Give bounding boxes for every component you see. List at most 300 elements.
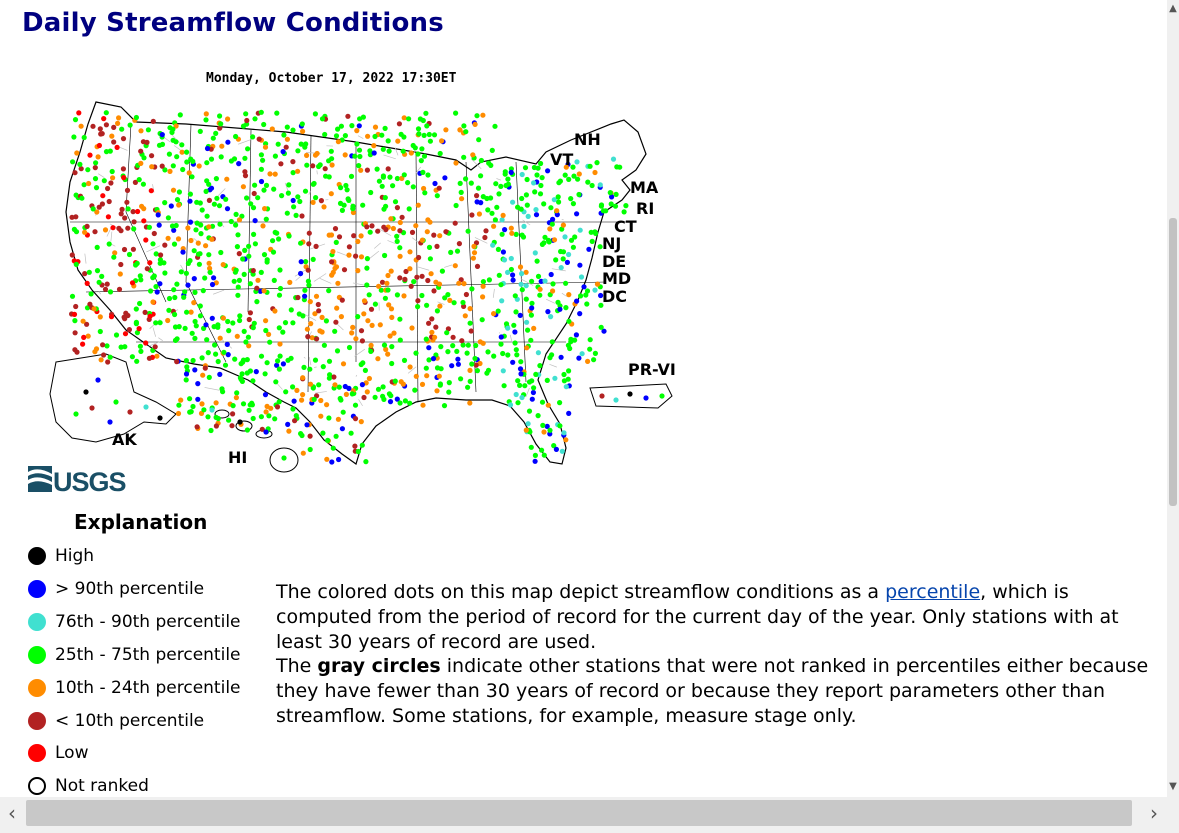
station-dot[interactable] — [531, 180, 536, 185]
station-dot[interactable] — [169, 203, 174, 208]
station-dot[interactable] — [420, 382, 425, 387]
station-dot[interactable] — [378, 322, 383, 327]
station-dot[interactable] — [298, 271, 303, 276]
station-dot[interactable] — [566, 252, 571, 257]
station-dot[interactable] — [230, 320, 235, 325]
station-dot[interactable] — [549, 272, 554, 277]
station-dot[interactable] — [308, 321, 313, 326]
station-dot[interactable] — [419, 158, 424, 163]
station-dot[interactable] — [369, 223, 374, 228]
station-dot[interactable] — [500, 232, 505, 237]
station-dot[interactable] — [370, 323, 375, 328]
station-dot[interactable] — [329, 259, 334, 264]
station-dot[interactable] — [532, 165, 537, 170]
station-dot[interactable] — [387, 175, 392, 180]
station-dot[interactable] — [393, 199, 398, 204]
station-dot[interactable] — [149, 153, 154, 158]
station-dot[interactable] — [361, 311, 366, 316]
station-dot[interactable] — [86, 334, 91, 339]
station-dot[interactable] — [475, 368, 480, 373]
station-dot[interactable] — [453, 221, 458, 226]
station-dot[interactable] — [93, 176, 98, 181]
station-dot[interactable] — [500, 217, 505, 222]
station-dot[interactable] — [547, 428, 552, 433]
station-dot[interactable] — [548, 314, 553, 319]
station-dot[interactable] — [540, 400, 545, 405]
station-dot[interactable] — [166, 215, 171, 220]
station-dot[interactable] — [192, 248, 197, 253]
station-dot[interactable] — [518, 359, 523, 364]
station-dot[interactable] — [320, 431, 325, 436]
station-dot[interactable] — [437, 304, 442, 309]
station-dot[interactable] — [325, 438, 330, 443]
station-dot[interactable] — [355, 239, 360, 244]
station-dot[interactable] — [225, 116, 230, 121]
station-dot[interactable] — [92, 306, 97, 311]
station-dot[interactable] — [412, 388, 417, 393]
station-dot[interactable] — [235, 244, 240, 249]
station-dot[interactable] — [456, 362, 461, 367]
station-dot[interactable] — [383, 296, 388, 301]
station-dot[interactable] — [95, 245, 100, 250]
station-dot[interactable] — [518, 313, 523, 318]
station-dot[interactable] — [561, 249, 566, 254]
station-dot[interactable] — [166, 236, 171, 241]
station-dot[interactable] — [205, 214, 210, 219]
station-dot[interactable] — [510, 272, 515, 277]
station-dot[interactable] — [112, 250, 117, 255]
station-dot[interactable] — [304, 153, 309, 158]
station-dot[interactable] — [249, 401, 254, 406]
station-dot[interactable] — [571, 245, 576, 250]
station-dot[interactable] — [480, 317, 485, 322]
station-dot[interactable] — [93, 160, 98, 165]
station-dot[interactable] — [137, 326, 142, 331]
station-dot[interactable] — [338, 185, 343, 190]
station-dot[interactable] — [617, 165, 622, 170]
station-dot[interactable] — [243, 111, 248, 116]
station-dot[interactable] — [556, 180, 561, 185]
station-dot[interactable] — [180, 250, 185, 255]
station-dot[interactable] — [196, 252, 201, 257]
station-dot[interactable] — [134, 306, 139, 311]
station-dot[interactable] — [490, 243, 495, 248]
station-dot[interactable] — [251, 232, 256, 237]
station-dot[interactable] — [275, 404, 280, 409]
station-dot[interactable] — [73, 117, 78, 122]
station-dot[interactable] — [85, 224, 90, 229]
station-dot[interactable] — [533, 453, 538, 458]
station-dot[interactable] — [327, 376, 332, 381]
station-dot[interactable] — [108, 289, 113, 294]
station-dot[interactable] — [537, 293, 542, 298]
station-dot[interactable] — [330, 162, 335, 167]
station-dot[interactable] — [496, 191, 501, 196]
station-dot[interactable] — [533, 459, 538, 464]
station-dot[interactable] — [469, 328, 474, 333]
station-dot[interactable] — [577, 263, 582, 268]
station-dot[interactable] — [329, 459, 334, 464]
station-dot[interactable] — [594, 160, 599, 165]
station-dot[interactable] — [426, 321, 431, 326]
station-dot[interactable] — [192, 290, 197, 295]
station-dot[interactable] — [299, 213, 304, 218]
station-dot[interactable] — [254, 299, 259, 304]
station-dot[interactable] — [110, 225, 115, 230]
station-dot[interactable] — [204, 111, 209, 116]
station-dot[interactable] — [285, 137, 290, 142]
station-dot[interactable] — [290, 128, 295, 133]
station-dot[interactable] — [230, 411, 235, 416]
station-dot[interactable] — [291, 204, 296, 209]
station-dot[interactable] — [350, 391, 355, 396]
station-dot[interactable] — [148, 288, 153, 293]
station-dot[interactable] — [291, 198, 296, 203]
station-dot[interactable] — [395, 205, 400, 210]
station-dot[interactable] — [192, 276, 197, 281]
station-dot[interactable] — [425, 229, 430, 234]
station-dot[interactable] — [470, 152, 475, 157]
station-dot[interactable] — [242, 169, 247, 174]
station-dot[interactable] — [195, 381, 200, 386]
station-dot[interactable] — [96, 154, 101, 159]
station-dot[interactable] — [385, 287, 390, 292]
station-dot[interactable] — [172, 295, 177, 300]
station-dot[interactable] — [131, 209, 136, 214]
station-dot[interactable] — [540, 423, 545, 428]
station-dot[interactable] — [386, 138, 391, 143]
station-dot[interactable] — [225, 342, 230, 347]
station-dot[interactable] — [193, 227, 198, 232]
station-dot[interactable] — [82, 135, 87, 140]
station-dot[interactable] — [523, 165, 528, 170]
station-dot[interactable] — [153, 284, 158, 289]
station-dot[interactable] — [294, 413, 299, 418]
station-dot[interactable] — [270, 126, 275, 131]
station-dot[interactable] — [111, 125, 116, 130]
station-dot[interactable] — [577, 311, 582, 316]
station-dot[interactable] — [560, 449, 565, 454]
station-dot[interactable] — [556, 194, 561, 199]
station-dot[interactable] — [277, 399, 282, 404]
station-dot[interactable] — [246, 254, 251, 259]
station-dot[interactable] — [210, 282, 215, 287]
station-dot[interactable] — [263, 318, 268, 323]
station-dot[interactable] — [299, 398, 304, 403]
station-dot[interactable] — [241, 184, 246, 189]
station-dot[interactable] — [622, 209, 627, 214]
station-dot[interactable] — [99, 357, 104, 362]
station-dot[interactable] — [357, 154, 362, 159]
station-dot[interactable] — [499, 334, 504, 339]
station-dot[interactable] — [93, 165, 98, 170]
station-dot[interactable] — [308, 382, 313, 387]
station-dot[interactable] — [245, 146, 250, 151]
station-dot[interactable] — [189, 310, 194, 315]
station-dot[interactable] — [408, 364, 413, 369]
station-dot[interactable] — [391, 226, 396, 231]
station-dot[interactable] — [409, 150, 414, 155]
station-dot[interactable] — [595, 282, 600, 287]
station-dot[interactable] — [301, 451, 306, 456]
station-dot[interactable] — [502, 257, 507, 262]
station-dot[interactable] — [236, 161, 241, 166]
station-dot[interactable] — [177, 324, 182, 329]
station-dot[interactable] — [581, 284, 586, 289]
station-dot[interactable] — [501, 368, 506, 373]
station-dot[interactable] — [110, 169, 115, 174]
station-dot[interactable] — [206, 252, 211, 257]
station-dot[interactable] — [397, 228, 402, 233]
station-dot[interactable] — [547, 226, 552, 231]
station-dot[interactable] — [438, 151, 443, 156]
station-dot[interactable] — [295, 194, 300, 199]
station-dot[interactable] — [108, 180, 113, 185]
station-dot[interactable] — [178, 398, 183, 403]
station-dot[interactable] — [299, 259, 304, 264]
station-dot[interactable] — [188, 192, 193, 197]
station-dot[interactable] — [427, 132, 432, 137]
station-dot[interactable] — [485, 349, 490, 354]
station-dot[interactable] — [185, 283, 190, 288]
station-dot[interactable] — [411, 184, 416, 189]
station-dot[interactable] — [583, 292, 588, 297]
station-dot[interactable] — [496, 309, 501, 314]
station-dot[interactable] — [524, 270, 529, 275]
station-dot[interactable] — [277, 341, 282, 346]
station-dot[interactable] — [217, 372, 222, 377]
station-dot[interactable] — [180, 150, 185, 155]
station-dot[interactable] — [119, 127, 124, 132]
station-dot[interactable] — [198, 303, 203, 308]
station-dot[interactable] — [381, 147, 386, 152]
station-dot[interactable] — [425, 172, 430, 177]
station-dot[interactable] — [514, 392, 519, 397]
station-dot[interactable] — [457, 241, 462, 246]
station-dot[interactable] — [542, 235, 547, 240]
station-dot[interactable] — [118, 262, 123, 267]
station-dot[interactable] — [593, 231, 598, 236]
station-dot[interactable] — [225, 140, 230, 145]
station-dot[interactable] — [165, 318, 170, 323]
station-dot[interactable] — [80, 342, 85, 347]
station-dot[interactable] — [245, 370, 250, 375]
station-dot[interactable] — [389, 269, 394, 274]
station-dot[interactable] — [575, 177, 580, 182]
station-dot[interactable] — [347, 345, 352, 350]
station-dot[interactable] — [244, 118, 249, 123]
station-dot[interactable] — [192, 367, 197, 372]
station-dot[interactable] — [360, 443, 365, 448]
station-dot[interactable] — [233, 222, 238, 227]
station-dot[interactable] — [100, 193, 105, 198]
station-dot[interactable] — [82, 182, 87, 187]
station-dot[interactable] — [146, 127, 151, 132]
station-dot[interactable] — [270, 238, 275, 243]
station-dot[interactable] — [574, 332, 579, 337]
station-dot[interactable] — [185, 225, 190, 230]
station-dot[interactable] — [413, 223, 418, 228]
station-dot[interactable] — [217, 126, 222, 131]
station-dot[interactable] — [254, 286, 259, 291]
station-dot[interactable] — [547, 239, 552, 244]
station-dot[interactable] — [115, 121, 120, 126]
station-dot[interactable] — [566, 411, 571, 416]
station-dot[interactable] — [81, 335, 86, 340]
station-dot[interactable] — [474, 363, 479, 368]
station-dot[interactable] — [545, 378, 550, 383]
station-dot[interactable] — [533, 372, 538, 377]
station-dot[interactable] — [122, 215, 127, 220]
station-dot[interactable] — [566, 177, 571, 182]
station-dot[interactable] — [415, 298, 420, 303]
station-dot[interactable] — [297, 199, 302, 204]
station-dot[interactable] — [305, 334, 310, 339]
station-dot[interactable] — [316, 382, 321, 387]
station-dot[interactable] — [546, 403, 551, 408]
station-dot[interactable] — [550, 281, 555, 286]
station-dot[interactable] — [481, 279, 486, 284]
station-dot[interactable] — [398, 254, 403, 259]
station-dot[interactable] — [643, 395, 648, 400]
station-dot[interactable] — [181, 295, 186, 300]
station-dot[interactable] — [324, 457, 329, 462]
station-dot[interactable] — [598, 182, 603, 187]
station-dot[interactable] — [236, 285, 241, 290]
station-dot[interactable] — [316, 164, 321, 169]
station-dot[interactable] — [381, 173, 386, 178]
station-dot[interactable] — [157, 223, 162, 228]
station-dot[interactable] — [92, 229, 97, 234]
station-dot[interactable] — [419, 146, 424, 151]
station-dot[interactable] — [380, 280, 385, 285]
station-dot[interactable] — [175, 197, 180, 202]
station-dot[interactable] — [481, 194, 486, 199]
station-dot[interactable] — [208, 270, 213, 275]
station-dot[interactable] — [416, 131, 421, 136]
station-dot[interactable] — [481, 341, 486, 346]
station-dot[interactable] — [511, 278, 516, 283]
station-dot[interactable] — [320, 329, 325, 334]
station-dot[interactable] — [438, 344, 443, 349]
station-dot[interactable] — [187, 396, 192, 401]
station-dot[interactable] — [285, 422, 290, 427]
station-dot[interactable] — [599, 325, 604, 330]
station-dot[interactable] — [337, 234, 342, 239]
station-dot[interactable] — [235, 293, 240, 298]
station-dot[interactable] — [381, 384, 386, 389]
station-dot[interactable] — [221, 262, 226, 267]
station-dot[interactable] — [214, 423, 219, 428]
station-dot[interactable] — [87, 270, 92, 275]
station-dot[interactable] — [245, 427, 250, 432]
station-dot[interactable] — [553, 257, 558, 262]
station-dot[interactable] — [306, 268, 311, 273]
station-dot[interactable] — [358, 168, 363, 173]
station-dot[interactable] — [415, 151, 420, 156]
station-dot[interactable] — [184, 159, 189, 164]
station-dot[interactable] — [494, 205, 499, 210]
station-dot[interactable] — [121, 136, 126, 141]
station-dot[interactable] — [196, 241, 201, 246]
station-dot[interactable] — [167, 152, 172, 157]
station-dot[interactable] — [407, 401, 412, 406]
station-dot[interactable] — [187, 199, 192, 204]
station-dot[interactable] — [525, 177, 530, 182]
station-dot[interactable] — [473, 343, 478, 348]
station-dot[interactable] — [143, 404, 148, 409]
station-dot[interactable] — [111, 139, 116, 144]
station-dot[interactable] — [485, 207, 490, 212]
station-dot[interactable] — [347, 244, 352, 249]
station-dot[interactable] — [110, 175, 115, 180]
station-dot[interactable] — [77, 162, 82, 167]
station-dot[interactable] — [505, 352, 510, 357]
station-dot[interactable] — [433, 280, 438, 285]
station-dot[interactable] — [447, 380, 452, 385]
station-dot[interactable] — [508, 402, 513, 407]
station-dot[interactable] — [98, 329, 103, 334]
station-dot[interactable] — [314, 294, 319, 299]
station-dot[interactable] — [283, 320, 288, 325]
station-dot[interactable] — [390, 183, 395, 188]
station-dot[interactable] — [359, 419, 364, 424]
station-dot[interactable] — [453, 263, 458, 268]
station-dot[interactable] — [121, 175, 126, 180]
station-dot[interactable] — [141, 182, 146, 187]
station-dot[interactable] — [514, 347, 519, 352]
station-dot[interactable] — [491, 354, 496, 359]
station-dot[interactable] — [529, 305, 534, 310]
station-dot[interactable] — [533, 207, 538, 212]
station-dot[interactable] — [172, 312, 177, 317]
station-dot[interactable] — [424, 303, 429, 308]
station-dot[interactable] — [350, 204, 355, 209]
station-dot[interactable] — [285, 125, 290, 130]
station-dot[interactable] — [512, 329, 517, 334]
station-dot[interactable] — [195, 397, 200, 402]
station-dot[interactable] — [493, 181, 498, 186]
station-dot[interactable] — [490, 148, 495, 153]
station-dot[interactable] — [304, 422, 309, 427]
station-dot[interactable] — [506, 182, 511, 187]
station-dot[interactable] — [526, 214, 531, 219]
station-dot[interactable] — [557, 423, 562, 428]
station-dot[interactable] — [133, 262, 138, 267]
station-dot[interactable] — [571, 201, 576, 206]
station-dot[interactable] — [166, 308, 171, 313]
station-dot[interactable] — [198, 129, 203, 134]
station-dot[interactable] — [190, 331, 195, 336]
station-dot[interactable] — [542, 278, 547, 283]
station-dot[interactable] — [420, 403, 425, 408]
station-dot[interactable] — [499, 298, 504, 303]
station-dot[interactable] — [116, 115, 121, 120]
station-dot[interactable] — [402, 358, 407, 363]
station-dot[interactable] — [95, 377, 100, 382]
station-dot[interactable] — [219, 144, 224, 149]
station-dot[interactable] — [211, 275, 216, 280]
station-dot[interactable] — [251, 268, 256, 273]
station-dot[interactable] — [290, 384, 295, 389]
station-dot[interactable] — [219, 386, 224, 391]
station-dot[interactable] — [335, 281, 340, 286]
station-dot[interactable] — [493, 217, 498, 222]
station-dot[interactable] — [162, 243, 167, 248]
station-dot[interactable] — [386, 166, 391, 171]
station-dot[interactable] — [240, 371, 245, 376]
station-dot[interactable] — [203, 243, 208, 248]
